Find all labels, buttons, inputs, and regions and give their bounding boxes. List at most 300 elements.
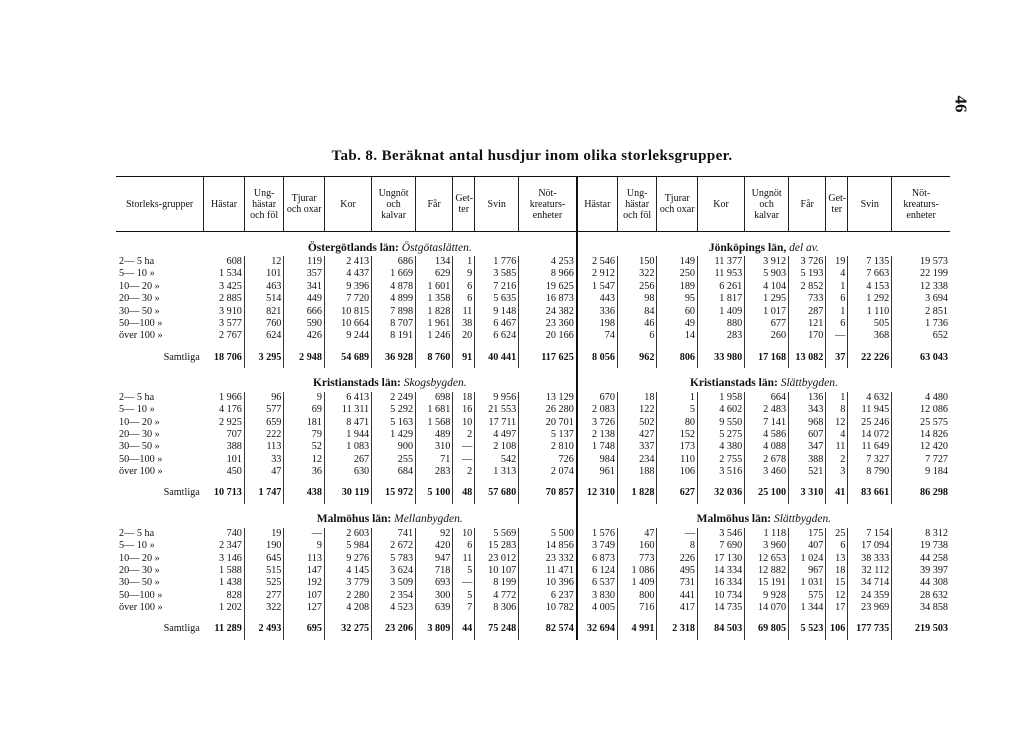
cell-far: 388 — [789, 454, 826, 466]
cell-hastar: 443 — [577, 293, 618, 305]
cell-hastar: 1 576 — [577, 528, 618, 540]
total-hastar: 8 056 — [577, 348, 618, 368]
total-svin: 83 661 — [848, 484, 892, 504]
cell-ungnot: 1 295 — [745, 293, 789, 305]
cell-far: 1 358 — [416, 293, 453, 305]
cell-notkreatur: 4 480 — [892, 392, 950, 404]
cell-svin: 8 306 — [475, 602, 519, 614]
cell-kor: 3 516 — [698, 466, 745, 478]
size-group-label: 20— 30 » — [119, 293, 160, 305]
cell-far: 521 — [789, 466, 826, 478]
cell-unghastar: 277 — [244, 590, 284, 602]
size-group-label: 30— 50 » — [119, 441, 160, 453]
total-kor: 33 980 — [698, 348, 745, 368]
county-name: Malmöhus län: — [316, 513, 392, 526]
cell-hastar: 4 176 — [218, 404, 242, 416]
cell-tjurar: 36 — [284, 466, 325, 478]
cell-far: 1 568 — [416, 417, 453, 429]
total-hastar: 18 706 — [213, 351, 242, 363]
header-ungnot-right: Ungnöt och kalvar — [745, 177, 789, 232]
cell-kor: 9 244 — [324, 330, 371, 342]
cell-notkreatur: 5 500 — [519, 528, 577, 540]
header-kor-left: Kor — [324, 177, 371, 232]
total-kor: 32 275 — [324, 620, 371, 640]
size-group-label: 50—100 » — [119, 453, 163, 465]
size-group-label: 20— 30 » — [119, 429, 160, 441]
header-tjurar-left: Tjurar och oxar — [284, 177, 325, 232]
cell-getter: 1 — [826, 306, 848, 318]
cell-hastar: 828 — [226, 589, 242, 601]
cell-notkreatur: 39 397 — [892, 565, 950, 577]
cell-unghastar: 577 — [244, 404, 284, 416]
cell-unghastar: 18 — [617, 392, 657, 404]
cell-hastar: 6 124 — [577, 565, 618, 577]
total-svin: 22 226 — [848, 348, 892, 368]
table-body — [116, 232, 950, 640]
header-notkreatur-right: Nöt-kreaturs-enheter — [892, 177, 950, 232]
cell-unghastar: 256 — [617, 281, 657, 293]
total-row — [116, 484, 950, 504]
cell-tjurar: 181 — [284, 417, 325, 429]
cell-kor: 10 734 — [698, 590, 745, 602]
table-row — [116, 330, 950, 342]
cell-tjurar: 52 — [284, 441, 325, 453]
cell-ungnot: 900 — [372, 441, 416, 453]
cell-unghastar: 659 — [244, 417, 284, 429]
table-row — [116, 318, 950, 330]
cell-svin: 17 094 — [848, 540, 892, 552]
cell-svin: 23 012 — [475, 553, 519, 565]
cell-getter: — — [453, 441, 475, 453]
cell-notkreatur: 12 420 — [892, 441, 950, 453]
cell-far: 1 961 — [416, 318, 453, 330]
total-far: 5 523 — [789, 620, 826, 640]
cell-far: 1 024 — [789, 553, 826, 565]
cell-kor: 6 413 — [324, 392, 371, 404]
cell-ungnot: 3 460 — [745, 466, 789, 478]
cell-kor: 2 413 — [324, 256, 371, 268]
table-row — [116, 404, 950, 416]
cell-svin: 7 663 — [848, 268, 892, 280]
cell-unghastar: 322 — [244, 602, 284, 614]
cell-notkreatur: 19 625 — [519, 281, 577, 293]
cell-tjurar: 731 — [657, 577, 698, 589]
cell-ungnot: 7 141 — [745, 417, 789, 429]
cell-tjurar: 226 — [657, 553, 698, 565]
total-notkreatur: 63 043 — [892, 348, 950, 368]
cell-far: 347 — [789, 441, 826, 453]
cell-svin: 32 112 — [848, 565, 892, 577]
cell-getter: 16 — [453, 404, 475, 416]
cell-far: 639 — [416, 602, 453, 614]
total-svin: 40 441 — [475, 348, 519, 368]
table-title: Tab. 8. Beräknat antal husdjur inom olika storleksgrupper. — [331, 148, 733, 164]
size-group-label: 2— 5 ha — [119, 256, 155, 267]
cell-tjurar: 666 — [284, 306, 325, 318]
cell-ungnot: 2 678 — [745, 454, 789, 466]
total-svin: 177 735 — [848, 620, 892, 640]
cell-getter: 6 — [826, 293, 848, 305]
cell-kor: 1 409 — [698, 306, 745, 318]
size-group-label: över 100 » — [119, 466, 163, 478]
cell-tjurar: 49 — [657, 318, 698, 330]
total-unghastar: 1 747 — [244, 484, 284, 504]
cell-getter: 11 — [453, 306, 475, 318]
table-row — [116, 577, 950, 589]
total-unghastar: 3 295 — [244, 348, 284, 368]
cell-getter: — — [826, 330, 848, 342]
cell-hastar: 3 726 — [577, 417, 618, 429]
cell-ungnot: 2 483 — [745, 404, 789, 416]
total-hastar: 10 713 — [213, 487, 242, 499]
cell-tjurar: 80 — [657, 417, 698, 429]
cell-tjurar: 110 — [657, 454, 698, 466]
cell-svin: 7 154 — [848, 528, 892, 540]
cell-hastar: 1 438 — [218, 577, 242, 589]
cell-unghastar: 337 — [617, 441, 657, 453]
cell-hastar: 2 138 — [577, 429, 618, 441]
cell-unghastar: 46 — [617, 318, 657, 330]
cell-far: 1 344 — [789, 602, 826, 614]
cell-getter: — — [453, 577, 475, 589]
county-name: Kristianstads län: — [312, 377, 401, 390]
cell-getter: 18 — [826, 565, 848, 577]
cell-kor: 4 208 — [324, 602, 371, 614]
total-tjurar: 695 — [284, 620, 325, 640]
cell-notkreatur: 12 338 — [892, 281, 950, 293]
cell-ungnot: 4 899 — [372, 293, 416, 305]
cell-kor: 3 546 — [698, 528, 745, 540]
county-name: Östergötlands län: — [307, 241, 399, 254]
size-group-label: 50—100 » — [119, 318, 163, 330]
cell-ungnot: 255 — [372, 454, 416, 466]
cell-far: 92 — [416, 528, 453, 540]
cell-svin: 5 569 — [475, 528, 519, 540]
total-unghastar: 4 991 — [617, 620, 657, 640]
cell-far: 420 — [416, 540, 453, 552]
cell-hastar: 1 748 — [577, 441, 618, 453]
cell-tjurar: — — [657, 528, 698, 540]
cell-svin: 4 632 — [848, 392, 892, 404]
cell-svin: 34 714 — [848, 577, 892, 589]
cell-hastar: 1 534 — [218, 268, 242, 280]
cell-getter: — — [453, 454, 475, 466]
cell-unghastar: 188 — [617, 466, 657, 478]
cell-svin: 38 333 — [848, 553, 892, 565]
total-getter: 48 — [453, 484, 475, 504]
section-title-left — [204, 368, 577, 392]
livestock-table — [116, 176, 950, 640]
header-unghastar-right: Ung-hästar och föl — [617, 177, 657, 232]
cell-ungnot: 5 292 — [372, 404, 416, 416]
cell-unghastar: 514 — [244, 293, 284, 305]
cell-hastar: 1 547 — [577, 281, 618, 293]
cell-kor: 4 145 — [324, 565, 371, 577]
page-number: 46 — [951, 95, 971, 113]
cell-getter: 6 — [453, 293, 475, 305]
cell-hastar: 6 873 — [577, 553, 618, 565]
cell-svin: 4 153 — [848, 281, 892, 293]
cell-tjurar: 173 — [657, 441, 698, 453]
cell-notkreatur: 2 851 — [892, 306, 950, 318]
cell-getter: 4 — [826, 429, 848, 441]
cell-far: 175 — [789, 528, 826, 540]
cell-ungnot: 5 163 — [372, 417, 416, 429]
cell-ungnot: 5 903 — [745, 268, 789, 280]
cell-far: 718 — [416, 565, 453, 577]
cell-tjurar: 495 — [657, 565, 698, 577]
header-group: Storleks-grupper — [116, 177, 204, 232]
cell-getter: 12 — [826, 590, 848, 602]
cell-getter: 8 — [826, 404, 848, 416]
header-getter-right: Get-ter — [826, 177, 848, 232]
table-row — [116, 281, 950, 293]
size-group-label: 5— 10 » — [119, 268, 155, 280]
total-tjurar: 438 — [284, 484, 325, 504]
cell-notkreatur: 8 312 — [892, 528, 950, 540]
cell-kor: 10 664 — [324, 318, 371, 330]
cell-hastar: 101 — [226, 453, 242, 465]
cell-notkreatur: 2 810 — [519, 441, 577, 453]
total-notkreatur: 70 857 — [519, 484, 577, 504]
cell-notkreatur: 8 966 — [519, 268, 577, 280]
cell-ungnot: 741 — [372, 528, 416, 540]
section-spacer — [116, 504, 204, 528]
cell-notkreatur: 6 237 — [519, 590, 577, 602]
cell-far: 287 — [789, 306, 826, 318]
cell-svin: 6 467 — [475, 318, 519, 330]
cell-getter: 6 — [826, 540, 848, 552]
cell-unghastar: 150 — [617, 256, 657, 268]
cell-ungnot: 4 088 — [745, 441, 789, 453]
cell-far: 300 — [416, 590, 453, 602]
cell-kor: 8 471 — [324, 417, 371, 429]
cell-ungnot: 2 249 — [372, 392, 416, 404]
cell-svin: 1 292 — [848, 293, 892, 305]
cell-unghastar: 160 — [617, 540, 657, 552]
cell-svin: 15 283 — [475, 540, 519, 552]
cell-far: 489 — [416, 429, 453, 441]
cell-kor: 7 690 — [698, 540, 745, 552]
cell-unghastar: 19 — [244, 528, 284, 540]
table-row — [116, 306, 950, 318]
cell-far: 1 031 — [789, 577, 826, 589]
cell-tjurar: 357 — [284, 268, 325, 280]
cell-far: 343 — [789, 404, 826, 416]
total-far: 8 760 — [416, 348, 453, 368]
cell-tjurar: 417 — [657, 602, 698, 614]
region-name: Skogsbygden. — [403, 377, 467, 390]
size-group-label: 10— 20 » — [119, 416, 160, 428]
cell-hastar: 2 546 — [577, 256, 618, 268]
total-notkreatur: 219 503 — [892, 620, 950, 640]
cell-svin: 9 148 — [475, 306, 519, 318]
cell-tjurar: 189 — [657, 281, 698, 293]
total-getter: 44 — [453, 620, 475, 640]
cell-getter: 17 — [826, 602, 848, 614]
header-tjurar-right: Tjurar och oxar — [657, 177, 698, 232]
cell-getter: 6 — [453, 540, 475, 552]
cell-unghastar: 222 — [244, 429, 284, 441]
cell-far: 607 — [789, 429, 826, 441]
region-name: del av. — [789, 241, 819, 254]
cell-hastar: 336 — [577, 306, 618, 318]
cell-tjurar: 149 — [657, 256, 698, 268]
cell-far: 121 — [789, 318, 826, 330]
cell-tjurar: 341 — [284, 281, 325, 293]
cell-svin: 7 135 — [848, 256, 892, 268]
cell-ungnot: 12 653 — [745, 553, 789, 565]
cell-ungnot: 686 — [372, 256, 416, 268]
cell-unghastar: 427 — [617, 429, 657, 441]
cell-notkreatur: 13 129 — [519, 392, 577, 404]
cell-kor: 9 276 — [324, 553, 371, 565]
cell-unghastar: 800 — [617, 590, 657, 602]
total-tjurar: 2 318 — [657, 620, 698, 640]
cell-hastar: 2 767 — [218, 330, 242, 342]
cell-far: 170 — [789, 330, 826, 342]
cell-kor: 9 550 — [698, 417, 745, 429]
cell-svin: 11 649 — [848, 441, 892, 453]
cell-svin: 21 553 — [475, 404, 519, 416]
size-group-label: 5— 10 » — [119, 404, 155, 416]
cell-kor: 880 — [698, 318, 745, 330]
cell-tjurar: 107 — [284, 590, 325, 602]
cell-svin: 10 107 — [475, 565, 519, 577]
cell-svin: 368 — [848, 330, 892, 342]
cell-ungnot: 4 523 — [372, 602, 416, 614]
cell-svin: 2 108 — [475, 441, 519, 453]
total-label: Samtliga — [163, 623, 200, 635]
cell-hastar: 3 146 — [218, 552, 242, 564]
cell-getter: 25 — [826, 528, 848, 540]
cell-hastar: 2 925 — [218, 416, 242, 428]
cell-unghastar: 33 — [244, 454, 284, 466]
cell-svin: 6 624 — [475, 330, 519, 342]
cell-hastar: 3 749 — [577, 540, 618, 552]
cell-hastar: 4 005 — [577, 602, 618, 614]
cell-notkreatur: 14 856 — [519, 540, 577, 552]
cell-notkreatur: 28 632 — [892, 590, 950, 602]
cell-far: 1 828 — [416, 306, 453, 318]
cell-kor: 1 083 — [324, 441, 371, 453]
cell-ungnot: 3 624 — [372, 565, 416, 577]
cell-hastar: 1 966 — [218, 391, 242, 403]
cell-getter: 3 — [826, 466, 848, 478]
cell-unghastar: 98 — [617, 293, 657, 305]
cell-getter: 10 — [453, 417, 475, 429]
cell-tjurar: 95 — [657, 293, 698, 305]
cell-unghastar: 122 — [617, 404, 657, 416]
cell-ungnot: 12 882 — [745, 565, 789, 577]
cell-hastar: 2 912 — [577, 268, 618, 280]
cell-getter: 6 — [826, 318, 848, 330]
cell-ungnot: 1 017 — [745, 306, 789, 318]
cell-svin: 17 711 — [475, 417, 519, 429]
region-name: Slättbygden. — [773, 513, 832, 526]
cell-notkreatur: 19 738 — [892, 540, 950, 552]
cell-ungnot: 15 191 — [745, 577, 789, 589]
cell-svin: 4 497 — [475, 429, 519, 441]
cell-kor: 3 779 — [324, 577, 371, 589]
cell-ungnot: 1 669 — [372, 268, 416, 280]
total-far: 5 100 — [416, 484, 453, 504]
cell-unghastar: 101 — [244, 268, 284, 280]
cell-ungnot: 260 — [745, 330, 789, 342]
total-tjurar: 2 948 — [284, 348, 325, 368]
section-heading-row — [116, 232, 950, 257]
table-row — [116, 417, 950, 429]
cell-unghastar: 84 — [617, 306, 657, 318]
cell-kor: 11 953 — [698, 268, 745, 280]
cell-ungnot: 5 783 — [372, 553, 416, 565]
section-title-left — [204, 504, 577, 528]
total-svin: 75 248 — [475, 620, 519, 640]
section-spacer — [116, 232, 204, 257]
cell-far: 134 — [416, 256, 453, 268]
total-far: 13 082 — [789, 348, 826, 368]
cell-far: 967 — [789, 565, 826, 577]
cell-ungnot: 4 104 — [745, 281, 789, 293]
size-group-label: 30— 50 » — [119, 305, 160, 317]
total-hastar: 12 310 — [577, 484, 618, 504]
cell-hastar: 984 — [577, 454, 618, 466]
size-group-label: över 100 » — [119, 330, 163, 342]
cell-notkreatur: 24 382 — [519, 306, 577, 318]
cell-notkreatur: 726 — [519, 454, 577, 466]
cell-hastar: 3 830 — [577, 590, 618, 602]
cell-tjurar: 9 — [284, 392, 325, 404]
total-ungnot: 23 206 — [372, 620, 416, 640]
cell-unghastar: 515 — [244, 565, 284, 577]
total-unghastar: 2 493 — [244, 620, 284, 640]
cell-kor: 1 958 — [698, 392, 745, 404]
cell-getter: 2 — [826, 454, 848, 466]
cell-notkreatur: 34 858 — [892, 602, 950, 614]
cell-tjurar: 113 — [284, 553, 325, 565]
cell-hastar: 1 202 — [218, 602, 242, 614]
cell-tjurar: 152 — [657, 429, 698, 441]
cell-kor: 5 984 — [324, 540, 371, 552]
cell-kor: 4 437 — [324, 268, 371, 280]
cell-getter: 10 — [453, 528, 475, 540]
cell-kor: 1 944 — [324, 429, 371, 441]
cell-far: 1 246 — [416, 330, 453, 342]
cell-notkreatur: 12 086 — [892, 404, 950, 416]
cell-hastar: 388 — [226, 441, 242, 453]
cell-getter: 1 — [453, 256, 475, 268]
cell-notkreatur: 44 308 — [892, 577, 950, 589]
cell-far: 693 — [416, 577, 453, 589]
cell-notkreatur: 9 184 — [892, 466, 950, 478]
cell-svin: 25 246 — [848, 417, 892, 429]
size-group-label: 10— 20 » — [119, 552, 160, 564]
table-row — [116, 565, 950, 577]
cell-unghastar: 502 — [617, 417, 657, 429]
header-kor-right: Kor — [698, 177, 745, 232]
cell-svin: 4 772 — [475, 590, 519, 602]
cell-hastar: 6 537 — [577, 577, 618, 589]
cell-svin: 7 327 — [848, 454, 892, 466]
cell-tjurar: 9 — [284, 540, 325, 552]
total-kor: 32 036 — [698, 484, 745, 504]
cell-kor: 7 720 — [324, 293, 371, 305]
table-row — [116, 466, 950, 478]
total-getter: 37 — [826, 348, 848, 368]
cell-tjurar: 441 — [657, 590, 698, 602]
cell-svin: 24 359 — [848, 590, 892, 602]
cell-tjurar: 14 — [657, 330, 698, 342]
